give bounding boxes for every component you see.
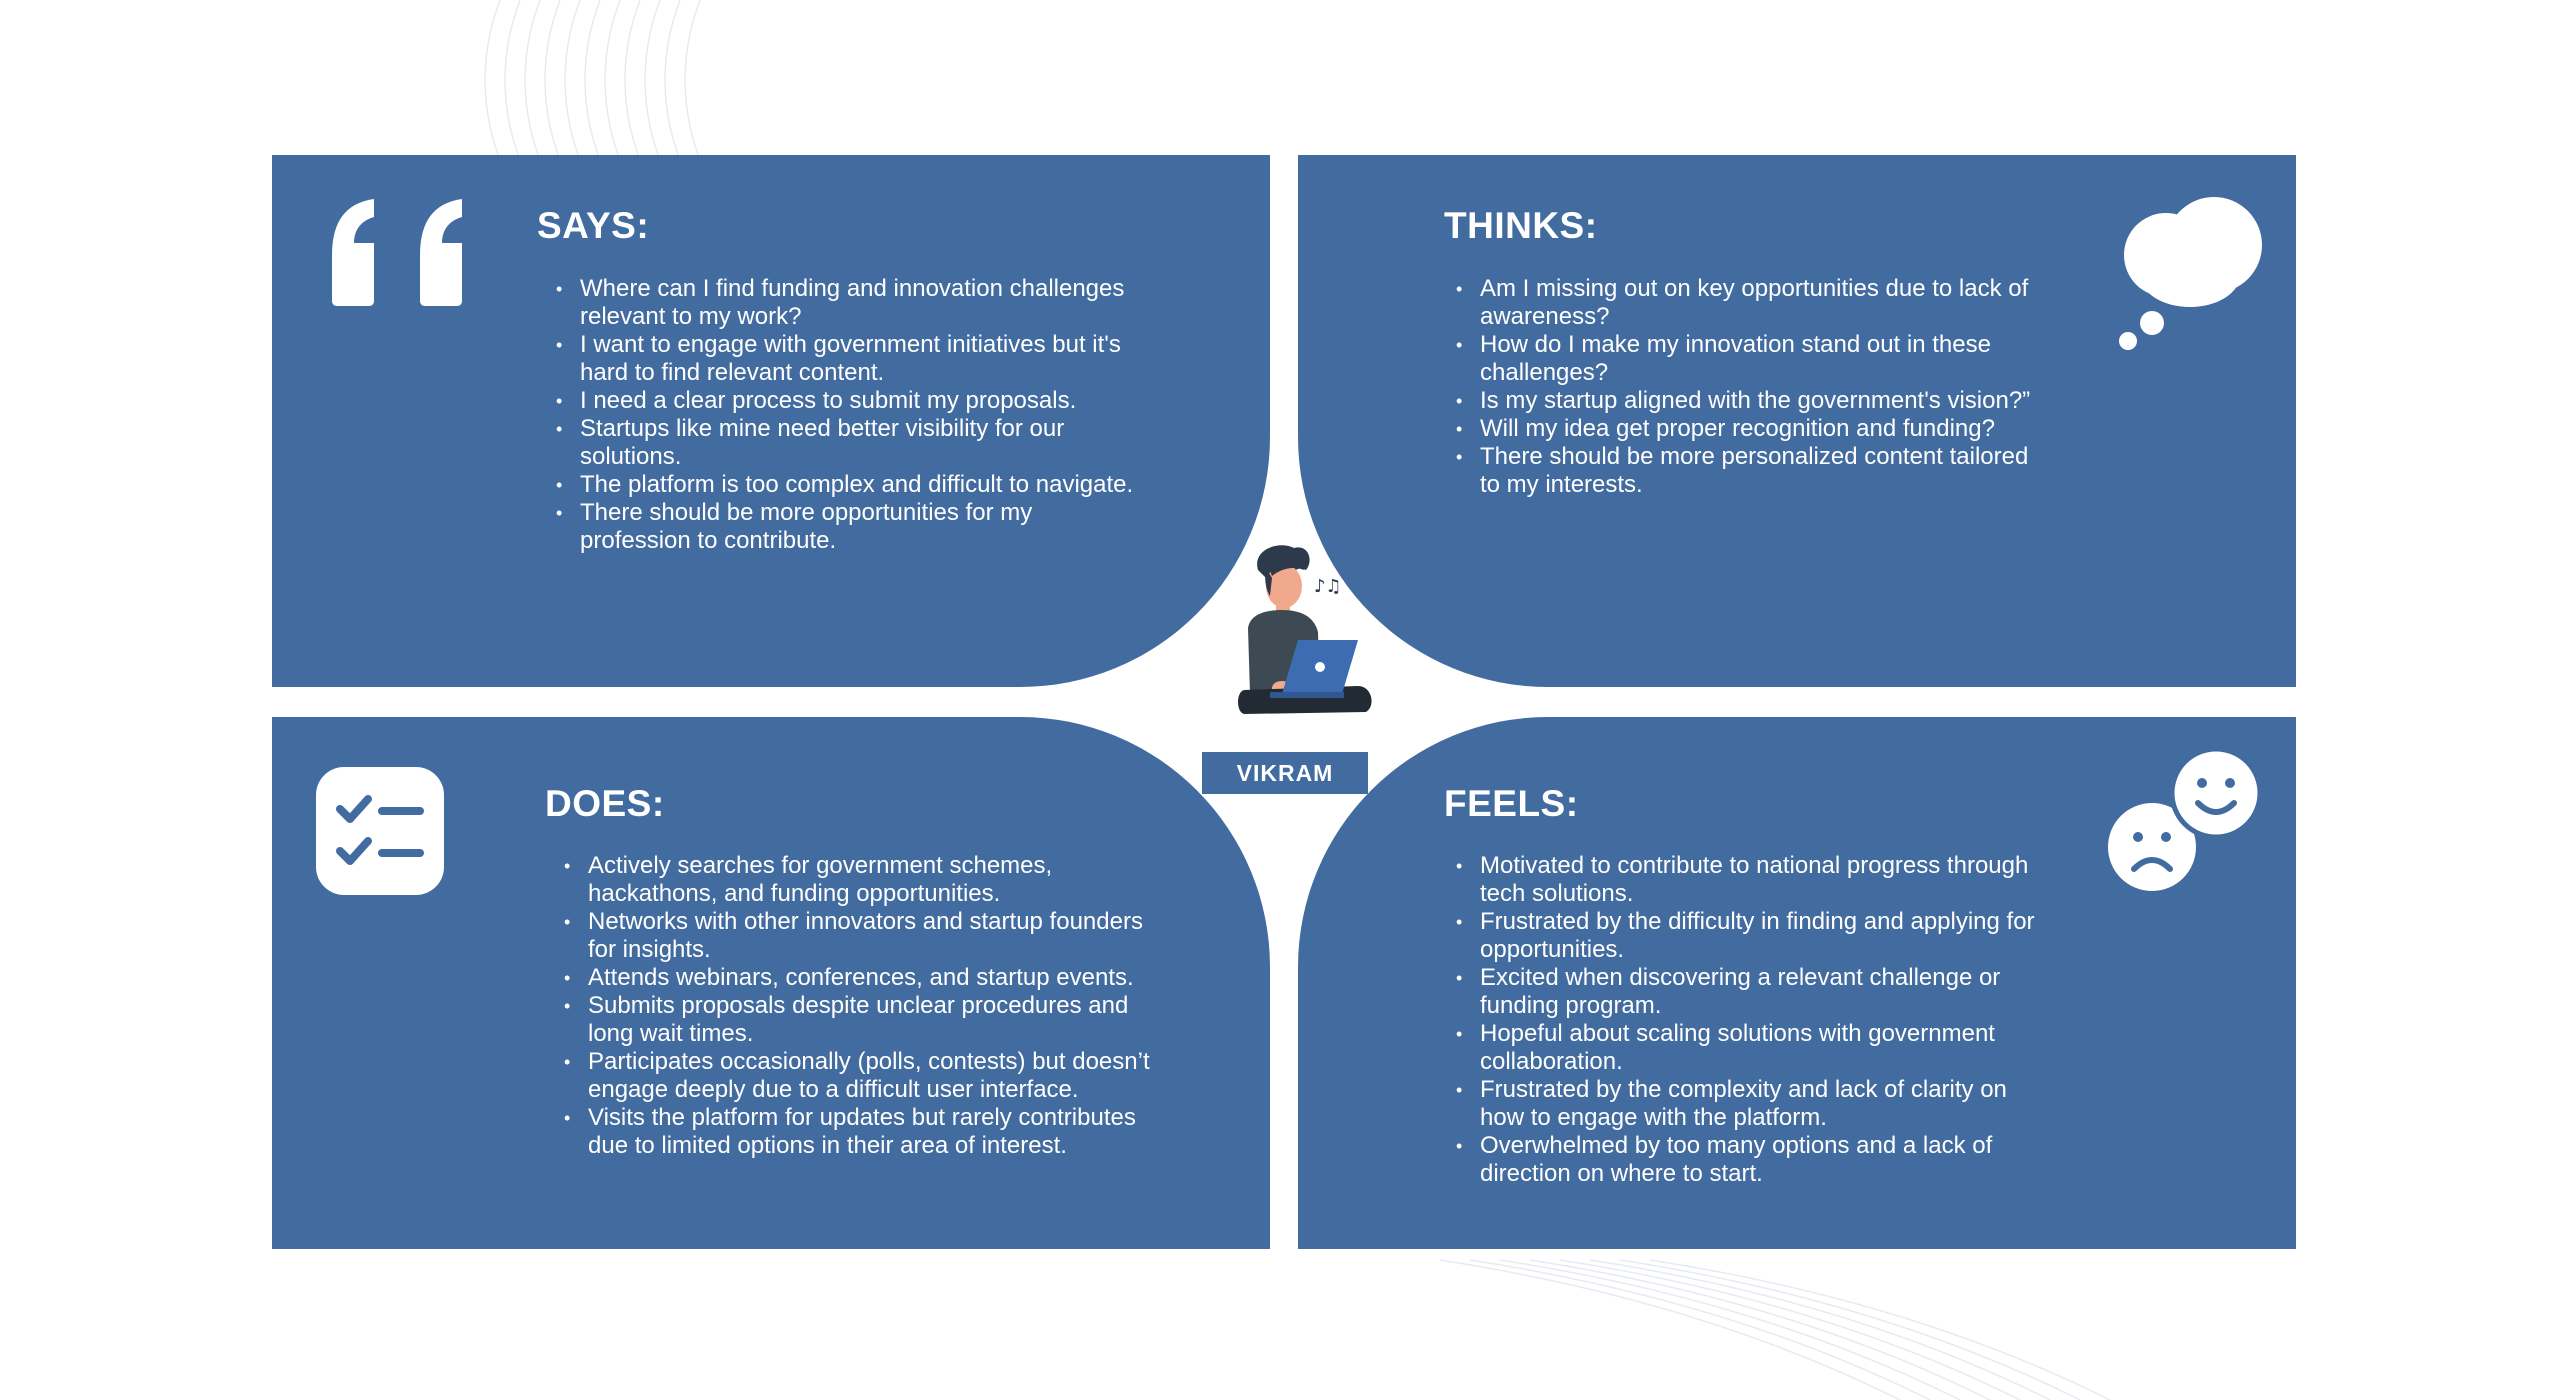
list-item: • Frustrated by the complexity and lack of clarity on how to engage with the platform.	[1444, 1076, 2044, 1132]
feels-title: FEELS:	[1444, 783, 1579, 824]
list-item: • The platform is too complex and difficult to navigate.	[544, 471, 1144, 499]
list-item: • Hopeful about scaling solutions with government collaboration.	[1444, 1020, 2044, 1076]
list-item: • There should be more opportunities for my profession to contribute.	[544, 499, 1144, 555]
list-item: • I want to engage with government initiatives but it's hard to find relevant content.	[544, 331, 1144, 387]
does-list	[552, 852, 1152, 1160]
list-item: • How do I make my innovation stand out in these challenges?	[1444, 331, 2044, 387]
list-item: • Startups like mine need better visibility for our solutions.	[544, 415, 1144, 471]
checklist-icon	[316, 767, 444, 895]
list-item: • Overwhelmed by too many options and a lack of direction on where to start.	[1444, 1132, 2044, 1188]
list-item: • Participates occasionally (polls, contests) but doesn’t engage deeply due to a difficult user interface.	[552, 1048, 1152, 1104]
list-item: • Submits proposals despite unclear procedures and long wait times.	[552, 992, 1152, 1048]
list-item: • Attends webinars, conferences, and startup events.	[552, 964, 1152, 992]
thinks-list	[1444, 275, 2044, 499]
persona-name: VIKRAM	[1202, 752, 1368, 794]
list-item: • Networks with other innovators and startup founders for insights.	[552, 908, 1152, 964]
list-item: • Am I missing out on key opportunities due to lack of awareness?	[1444, 275, 2044, 331]
svg-text:♪♫: ♪♫	[1314, 576, 1342, 597]
list-item: • Where can I find funding and innovation challenges relevant to my work?	[544, 275, 1144, 331]
feels-quadrant	[1298, 717, 2296, 1249]
says-list	[544, 275, 1144, 555]
list-item: • Visits the platform for updates but rarely contributes due to limited options in their area of interest.	[552, 1104, 1152, 1160]
does-quadrant	[272, 717, 1270, 1249]
list-item: • Is my startup aligned with the government's vision?”	[1444, 387, 2044, 415]
happy-sad-faces-icon	[2106, 747, 2266, 897]
list-item: • Will my idea get proper recognition and funding?	[1444, 415, 2044, 443]
list-item: • There should be more personalized content tailored to my interests.	[1444, 443, 2044, 499]
thinks-quadrant	[1298, 155, 2296, 687]
list-item: • Actively searches for government schemes, hackathons, and funding opportunities.	[552, 852, 1152, 908]
feels-list	[1444, 852, 2044, 1188]
thinks-title: THINKS:	[1444, 205, 1598, 246]
list-item: • Excited when discovering a relevant challenge or funding program.	[1444, 964, 2044, 1020]
does-title: DOES:	[545, 783, 665, 824]
quote-icon	[316, 197, 466, 307]
list-item: • Motivated to contribute to national progress through tech solutions.	[1444, 852, 2044, 908]
thought-cloud-icon	[2106, 195, 2266, 355]
says-title: SAYS:	[537, 205, 650, 246]
says-quadrant	[272, 155, 1270, 687]
list-item: • I need a clear process to submit my proposals.	[544, 387, 1144, 415]
list-item: • Frustrated by the difficulty in finding and applying for opportunities.	[1444, 908, 2044, 964]
